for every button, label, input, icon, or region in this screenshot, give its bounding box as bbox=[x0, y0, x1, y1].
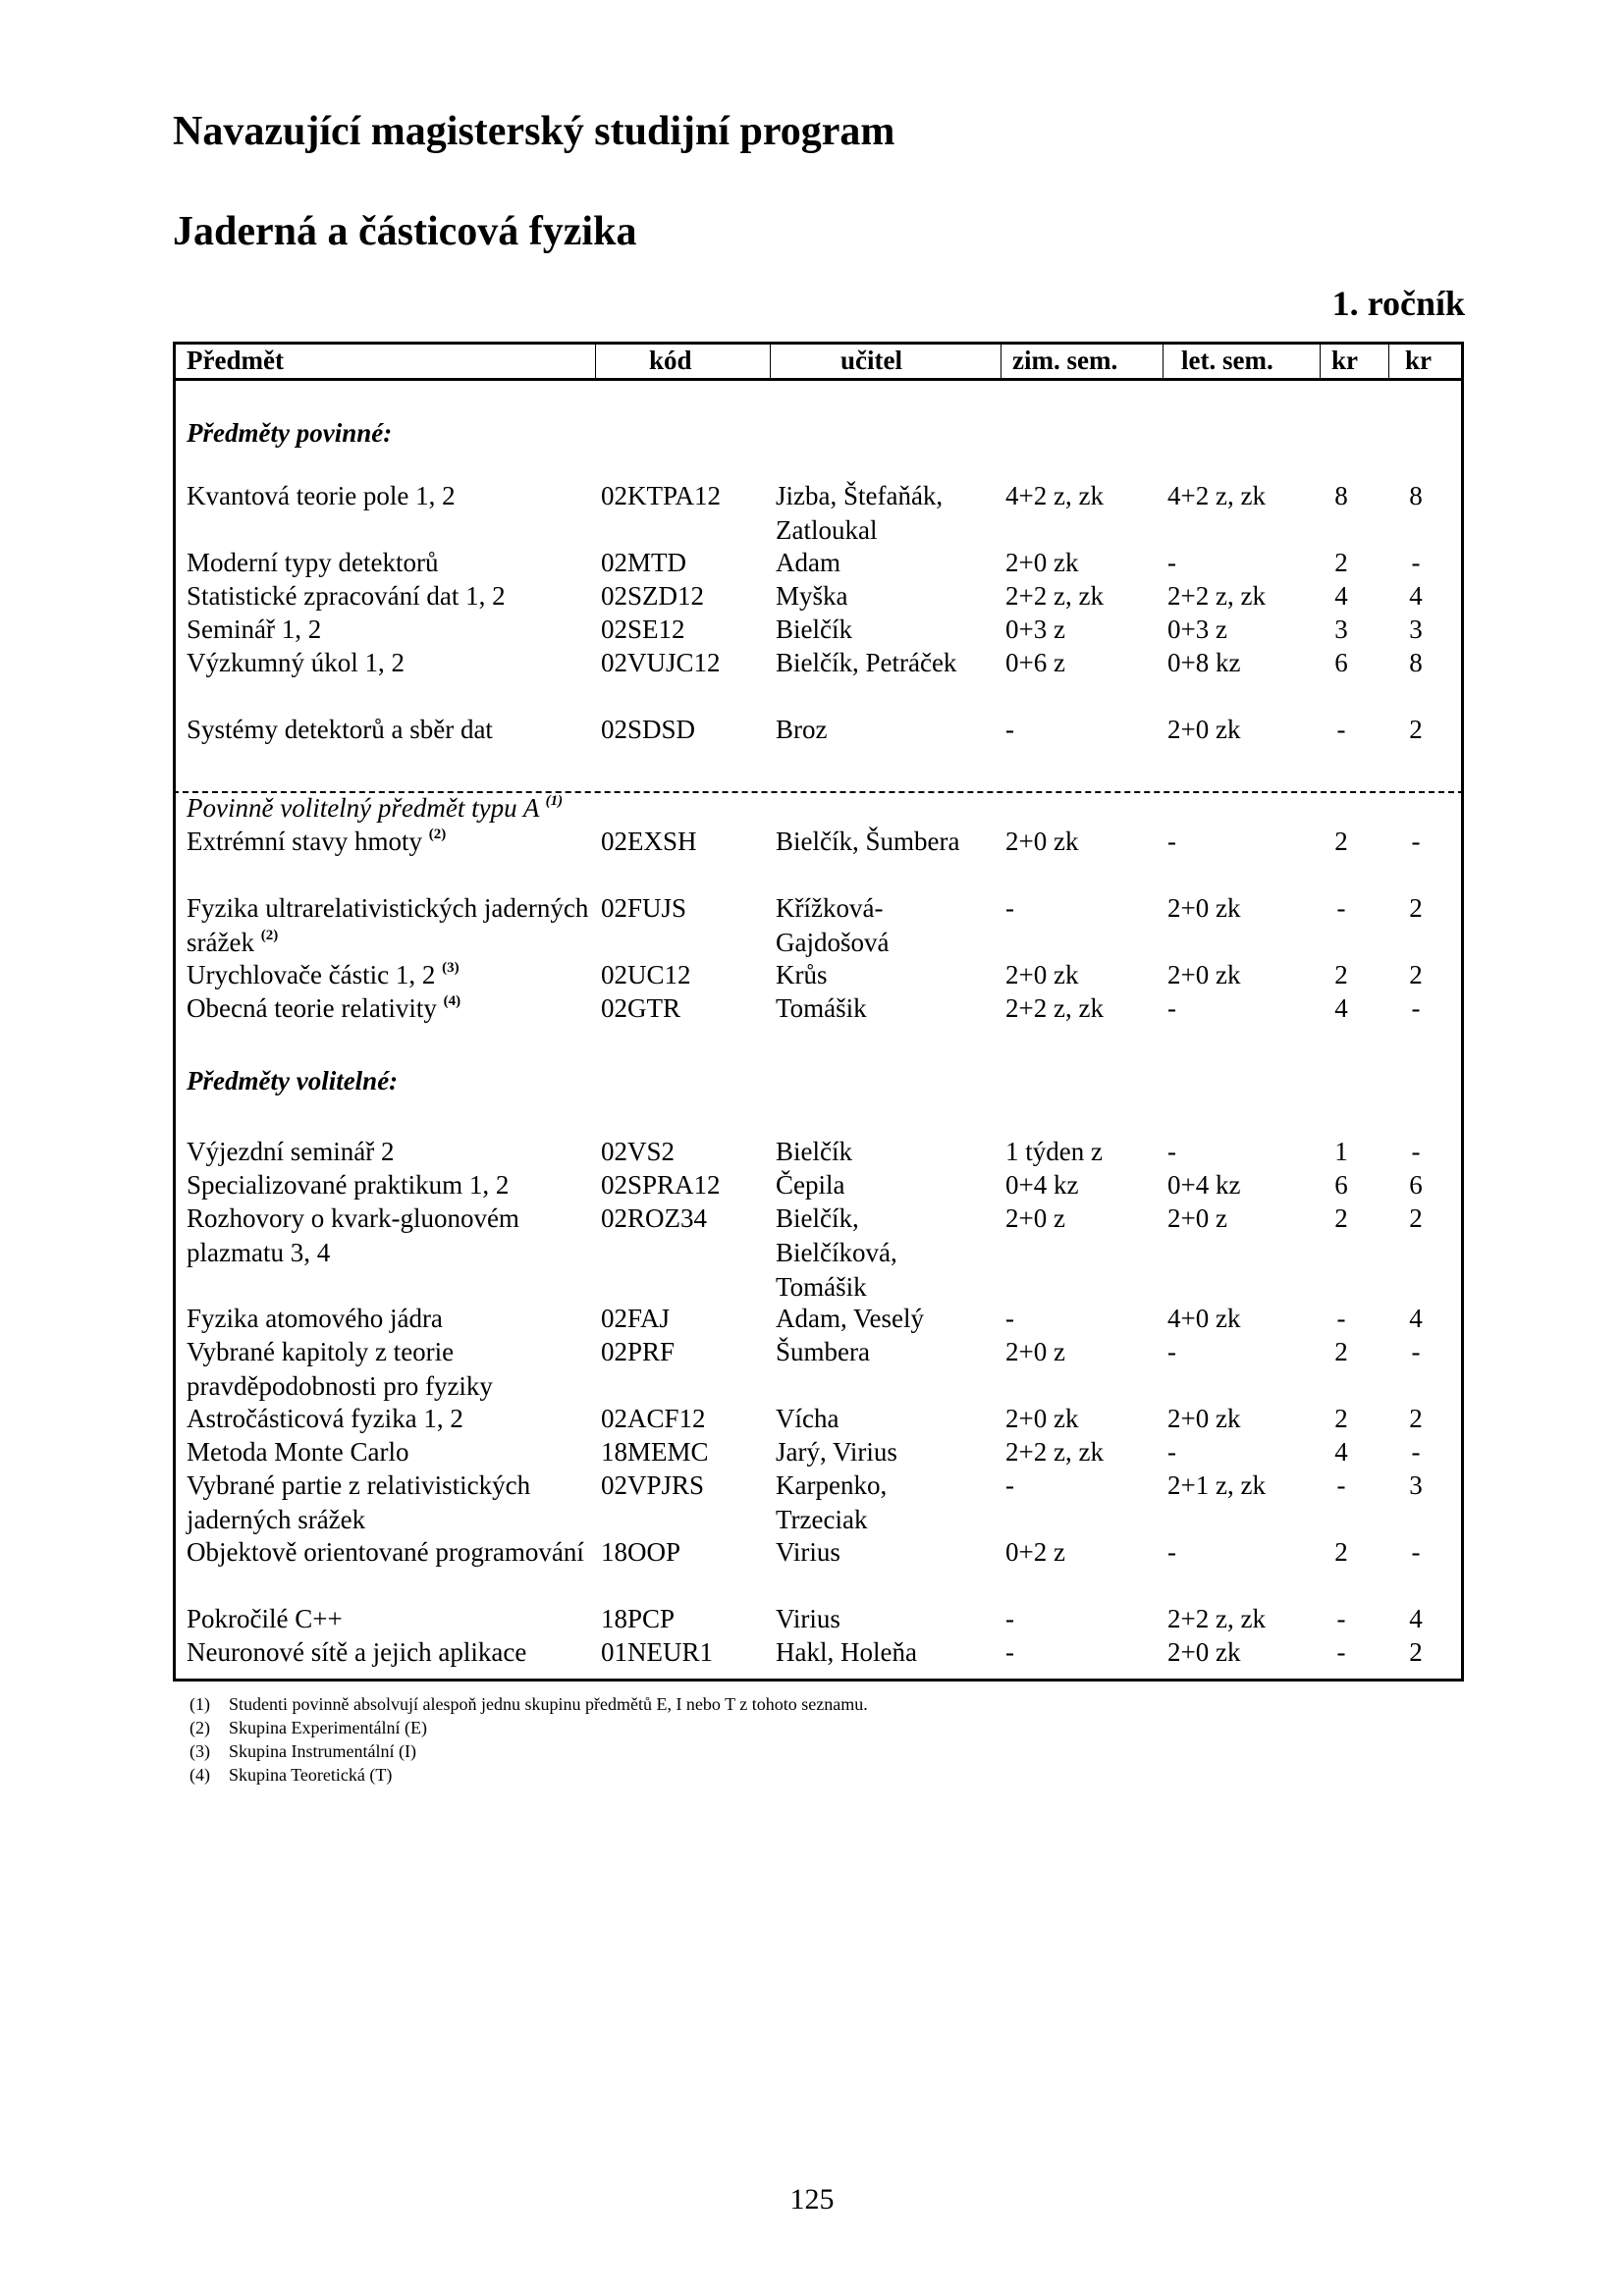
cell-winter: 1 týden z bbox=[1005, 1137, 1103, 1166]
cell-summer: 2+1 z, zk bbox=[1167, 1470, 1266, 1500]
page-number: 125 bbox=[789, 2183, 835, 2216]
footnote: (3) Skupina Instrumentální (I) bbox=[189, 1741, 416, 1761]
cell-winter: 0+6 z bbox=[1005, 648, 1065, 677]
header-kr1: kr bbox=[1331, 346, 1358, 375]
cell-kr2: 2 bbox=[1409, 1637, 1423, 1667]
header-divider bbox=[1163, 342, 1164, 378]
cell-teacher: Virius bbox=[776, 1604, 840, 1633]
cell-teacher: Jizba, Štefaňák, Zatloukal bbox=[776, 481, 944, 545]
cell-code: 02EXSH bbox=[601, 827, 697, 856]
cell-summer: - bbox=[1167, 1537, 1176, 1567]
program-title: Navazující magisterský studijní program bbox=[173, 109, 895, 154]
cell-kr1: - bbox=[1336, 1470, 1346, 1500]
cell-subject: Metoda Monte Carlo bbox=[187, 1437, 409, 1467]
cell-winter: 2+0 zk bbox=[1005, 960, 1079, 989]
cell-kr1: - bbox=[1336, 1304, 1346, 1333]
cell-kr2: - bbox=[1411, 1337, 1421, 1366]
cell-kr2: - bbox=[1411, 993, 1421, 1023]
cell-code: 18OOP bbox=[601, 1537, 681, 1567]
cell-kr2: 8 bbox=[1409, 648, 1423, 677]
cell-teacher: Adam, Veselý bbox=[776, 1304, 924, 1333]
section-mandatory-heading: Předměty povinné: bbox=[187, 418, 393, 448]
cell-subject: Kvantová teorie pole 1, 2 bbox=[187, 481, 456, 510]
cell-code: 18MEMC bbox=[601, 1437, 709, 1467]
cell-teacher: Jarý, Virius bbox=[776, 1437, 897, 1467]
cell-summer: 2+0 zk bbox=[1167, 893, 1241, 923]
cell-teacher: Adam bbox=[776, 548, 840, 577]
year-label: 1. ročník bbox=[1331, 284, 1465, 323]
cell-kr1: 1 bbox=[1334, 1137, 1348, 1166]
cell-kr2: - bbox=[1411, 1537, 1421, 1567]
cell-code: 02SDSD bbox=[601, 715, 696, 744]
cell-subject: Fyzika atomového jádra bbox=[187, 1304, 443, 1333]
cell-kr2: - bbox=[1411, 548, 1421, 577]
cell-kr2: 2 bbox=[1409, 1404, 1423, 1433]
cell-code: 02VPJRS bbox=[601, 1470, 705, 1500]
cell-code: 02PRF bbox=[601, 1337, 676, 1366]
cell-code: 02VS2 bbox=[601, 1137, 676, 1166]
cell-kr2: 8 bbox=[1409, 481, 1423, 510]
cell-teacher: Bielčík, Petráček bbox=[776, 648, 957, 677]
cell-kr2: 2 bbox=[1409, 960, 1423, 989]
cell-summer: - bbox=[1167, 1437, 1176, 1467]
cell-teacher: Virius bbox=[776, 1537, 840, 1567]
cell-kr2: 3 bbox=[1409, 1470, 1423, 1500]
cell-teacher: Bielčík bbox=[776, 1137, 852, 1166]
cell-subject: Fyzika ultrarelativistických jaderných srážek $^{(2)}$ bbox=[187, 893, 589, 957]
cell-code: 02ROZ34 bbox=[601, 1203, 707, 1233]
cell-subject: Vybrané kapitoly z teorie pravděpodobnosti pro fyziky bbox=[187, 1337, 493, 1401]
cell-summer: - bbox=[1167, 827, 1176, 856]
cell-teacher: Vícha bbox=[776, 1404, 839, 1433]
cell-code: 02SPRA12 bbox=[601, 1170, 721, 1200]
cell-subject: Neuronové sítě a jejich aplikace bbox=[187, 1637, 527, 1667]
footnote: (4) Skupina Teoretická (T) bbox=[189, 1765, 393, 1785]
cell-teacher: Broz bbox=[776, 715, 828, 744]
cell-kr2: 2 bbox=[1409, 893, 1423, 923]
cell-summer: - bbox=[1167, 548, 1176, 577]
cell-kr1: - bbox=[1336, 1637, 1346, 1667]
cell-subject: Specializované praktikum 1, 2 bbox=[187, 1170, 510, 1200]
cell-winter: 0+4 kz bbox=[1005, 1170, 1079, 1200]
header-subject: Předmět bbox=[187, 346, 284, 375]
cell-kr1: 4 bbox=[1334, 581, 1348, 611]
cell-summer: 2+0 z bbox=[1167, 1203, 1227, 1233]
cell-kr2: 2 bbox=[1409, 715, 1423, 744]
table-header bbox=[173, 342, 1464, 381]
cell-winter: 2+0 zk bbox=[1005, 827, 1079, 856]
header-summer: let. sem. bbox=[1181, 346, 1273, 375]
cell-kr2: - bbox=[1411, 1137, 1421, 1166]
cell-subject: Obecná teorie relativity $^{(4)}$ bbox=[187, 993, 461, 1023]
cell-subject: Výjezdní seminář 2 bbox=[187, 1137, 395, 1166]
cell-summer: 2+0 zk bbox=[1167, 715, 1241, 744]
program-subtitle: Jaderná a částicová fyzika bbox=[173, 209, 637, 254]
header-kr2: kr bbox=[1405, 346, 1432, 375]
cell-winter: 4+2 z, zk bbox=[1005, 481, 1104, 510]
cell-kr1: 2 bbox=[1334, 827, 1348, 856]
cell-teacher: Krůs bbox=[776, 960, 828, 989]
cell-kr2: 3 bbox=[1409, 614, 1423, 644]
cell-kr2: 4 bbox=[1409, 581, 1423, 611]
cell-kr2: 2 bbox=[1409, 1203, 1423, 1233]
cell-teacher: Šumbera bbox=[776, 1337, 870, 1366]
cell-kr1: 3 bbox=[1334, 614, 1348, 644]
cell-teacher: Myška bbox=[776, 581, 848, 611]
cell-code: 02SZD12 bbox=[601, 581, 705, 611]
cell-summer: 0+3 z bbox=[1167, 614, 1227, 644]
cell-subject: Seminář 1, 2 bbox=[187, 614, 322, 644]
cell-subject: Pokročilé C++ bbox=[187, 1604, 343, 1633]
cell-code: 02UC12 bbox=[601, 960, 691, 989]
cell-winter: 0+2 z bbox=[1005, 1537, 1065, 1567]
cell-subject: Extrémní stavy hmoty $^{(2)}$ bbox=[187, 827, 447, 856]
cell-summer: 4+0 zk bbox=[1167, 1304, 1241, 1333]
cell-subject: Statistické zpracování dat 1, 2 bbox=[187, 581, 506, 611]
cell-kr2: 4 bbox=[1409, 1304, 1423, 1333]
cell-winter: 2+0 z bbox=[1005, 1337, 1065, 1366]
cell-winter: 2+2 z, zk bbox=[1005, 581, 1104, 611]
cell-subject: Vybrané partie z relativistických jaderných srážek bbox=[187, 1470, 531, 1534]
cell-summer: 0+8 kz bbox=[1167, 648, 1241, 677]
cell-winter: 2+0 zk bbox=[1005, 548, 1079, 577]
cell-teacher: Čepila bbox=[776, 1170, 845, 1200]
cell-summer: - bbox=[1167, 1337, 1176, 1366]
cell-kr1: 6 bbox=[1334, 1170, 1348, 1200]
cell-summer: - bbox=[1167, 1137, 1176, 1166]
cell-subject: Objektově orientované programování bbox=[187, 1537, 584, 1567]
cell-summer: 0+4 kz bbox=[1167, 1170, 1241, 1200]
cell-summer: 2+0 zk bbox=[1167, 1404, 1241, 1433]
cell-winter: 2+2 z, zk bbox=[1005, 993, 1104, 1023]
cell-teacher: Karpenko, Trzeciak bbox=[776, 1470, 888, 1534]
cell-kr1: - bbox=[1336, 893, 1346, 923]
cell-kr1: 2 bbox=[1334, 1203, 1348, 1233]
cell-teacher: Hakl, Holeňa bbox=[776, 1637, 917, 1667]
cell-winter: - bbox=[1005, 715, 1014, 744]
cell-kr1: 4 bbox=[1334, 1437, 1348, 1467]
section-optional-a-heading: Povinně volitelný předmět typu A $^{(1)}$ bbox=[187, 793, 564, 823]
cell-subject: Výzkumný úkol 1, 2 bbox=[187, 648, 405, 677]
cell-kr1: 8 bbox=[1334, 481, 1348, 510]
section-divider bbox=[173, 791, 1464, 793]
cell-teacher: Bielčík, Šumbera bbox=[776, 827, 960, 856]
cell-code: 02KTPA12 bbox=[601, 481, 722, 510]
cell-kr1: 6 bbox=[1334, 648, 1348, 677]
cell-teacher: Bielčík bbox=[776, 614, 852, 644]
cell-winter: - bbox=[1005, 1470, 1014, 1500]
cell-winter: 2+0 z bbox=[1005, 1203, 1065, 1233]
cell-kr1: 2 bbox=[1334, 1404, 1348, 1433]
cell-kr1: 2 bbox=[1334, 960, 1348, 989]
cell-code: 02MTD bbox=[601, 548, 686, 577]
cell-code: 01NEUR1 bbox=[601, 1637, 713, 1667]
cell-kr2: 6 bbox=[1409, 1170, 1423, 1200]
cell-teacher: Tomášik bbox=[776, 993, 867, 1023]
cell-subject: Systémy detektorů a sběr dat bbox=[187, 715, 493, 744]
cell-code: 02ACF12 bbox=[601, 1404, 706, 1433]
cell-code: 02SE12 bbox=[601, 614, 685, 644]
cell-code: 02VUJC12 bbox=[601, 648, 721, 677]
section-elective-heading: Předměty volitelné: bbox=[187, 1066, 399, 1095]
cell-winter: - bbox=[1005, 1304, 1014, 1333]
cell-kr1: 2 bbox=[1334, 1537, 1348, 1567]
cell-code: 02FAJ bbox=[601, 1304, 671, 1333]
cell-subject: Moderní typy detektorů bbox=[187, 548, 439, 577]
cell-kr1: - bbox=[1336, 1604, 1346, 1633]
cell-kr2: - bbox=[1411, 1437, 1421, 1467]
header-divider bbox=[595, 342, 596, 378]
cell-winter: 2+2 z, zk bbox=[1005, 1437, 1104, 1467]
cell-summer: - bbox=[1167, 993, 1176, 1023]
cell-winter: - bbox=[1005, 893, 1014, 923]
footnote: (2) Skupina Experimentální (E) bbox=[189, 1718, 427, 1737]
header-divider bbox=[770, 342, 771, 378]
cell-kr1: 2 bbox=[1334, 1337, 1348, 1366]
cell-code: 02FUJS bbox=[601, 893, 687, 923]
cell-teacher: Bielčík, Bielčíková, Tomášik bbox=[776, 1203, 897, 1302]
cell-summer: 2+2 z, zk bbox=[1167, 1604, 1266, 1633]
header-divider bbox=[1388, 342, 1389, 378]
header-winter: zim. sem. bbox=[1012, 346, 1118, 375]
cell-winter: 0+3 z bbox=[1005, 614, 1065, 644]
cell-winter: 2+0 zk bbox=[1005, 1404, 1079, 1433]
cell-winter: - bbox=[1005, 1604, 1014, 1633]
cell-summer: 2+0 zk bbox=[1167, 1637, 1241, 1667]
cell-kr2: - bbox=[1411, 827, 1421, 856]
cell-kr2: 4 bbox=[1409, 1604, 1423, 1633]
cell-code: 02GTR bbox=[601, 993, 680, 1023]
header-divider bbox=[1320, 342, 1321, 378]
cell-winter: - bbox=[1005, 1637, 1014, 1667]
cell-summer: 2+0 zk bbox=[1167, 960, 1241, 989]
cell-subject: Urychlovače částic 1, 2 $^{(3)}$ bbox=[187, 960, 460, 989]
cell-summer: 4+2 z, zk bbox=[1167, 481, 1266, 510]
cell-kr1: 4 bbox=[1334, 993, 1348, 1023]
cell-subject: Astročásticová fyzika 1, 2 bbox=[187, 1404, 463, 1433]
header-teacher: učitel bbox=[840, 346, 902, 375]
cell-kr1: - bbox=[1336, 715, 1346, 744]
cell-summer: 2+2 z, zk bbox=[1167, 581, 1266, 611]
cell-code: 18PCP bbox=[601, 1604, 676, 1633]
cell-kr1: 2 bbox=[1334, 548, 1348, 577]
footnote: (1) Studenti povinně absolvují alespoň jednu skupinu předmětů E, I nebo T z tohoto seznamu. bbox=[189, 1694, 868, 1714]
header-code: kód bbox=[649, 346, 692, 375]
cell-subject: Rozhovory o kvark-gluonovém plazmatu 3, 4 bbox=[187, 1203, 519, 1267]
cell-teacher: Křížková-Gajdošová bbox=[776, 893, 890, 957]
